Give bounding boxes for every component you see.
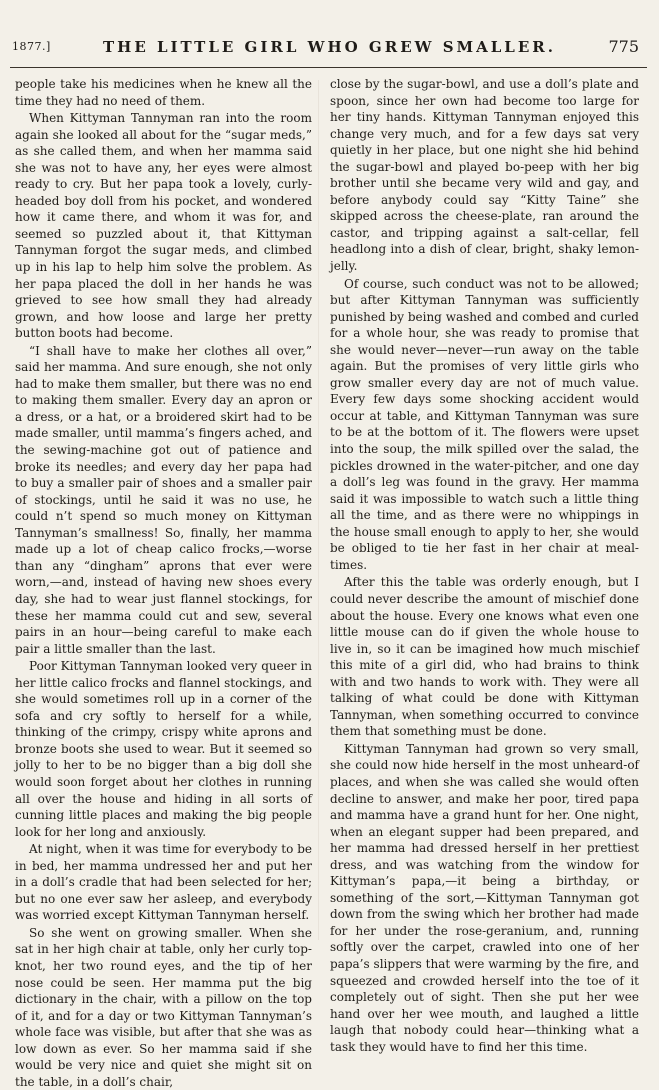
paragraph: Kittyman Tannyman had grown so very small, she could now hide herself in the most unheard-of places, and when she was called she would often decline to answer, and make her poor, tired papa and mamma have a grand hunt for her. One night, when an elegant supper had been prepared, and her mamma had dressed herself in her prettiest dress, and was watching from the window for Kittyman’s papa,—it being a birthday, or something of the sort,—Kittyman Tannyman got down from the swing which her brother had made for her under the rose-geranium, and, running softly over the carpet, crawled into one of her papa’s slippers that were warming by the fire, and squeezed and crowded herself into the toe of it completely out of sight. Then she put her wee hand over her wee mouth, and laughed a little laugh that nobody could hear—thinking what a task they would have to find her this time. <box>330 741 639 1054</box>
paragraph: close by the sugar-bowl, and use a doll’s plate and spoon, since her own had become too large for her tiny hands. Kittyman Tannyman enjoyed this change very much, and for a few days sat very quietly in her place, but one night she hid behind the sugar-bowl and played bo-peep with her big brother until she became very wild and gay, and before anybody could say “Kitty Taine” she skipped across the cheese-plate, ran around the castor, and tripping against a salt-cellar, fell headlong into a dish of clear, bright, shaky lemon-jelly. <box>330 77 639 274</box>
paragraph: After this the table was orderly enough, but I could never describe the amount of mischief done about the house. Every one knows what even one little mouse can do if given the whole house to live in, so it can be imagined how much mischief this mite of a girl did, who had brains to think with and two hands to work with. They were all talking of what could be done with Kittyman Tannyman, when something occurred to convince them that something must be done. <box>330 575 639 739</box>
paragraph: Poor Kittyman Tannyman looked very queer in her little calico frocks and flannel stockings, and she would sometimes roll up in a corner of the sofa and cry softly to herself for a while, thinking of the crimpy, crispy white aprons and bronze boots she used to wear. But it seemed so jolly to her to be no bigger than a big doll she would soon forget about her clothes in running all over the house and hiding in all sorts of cunning little places and making the big people look for her long and anxiously. <box>15 659 312 839</box>
running-title: THE LITTLE GIRL WHO GREW SMALLER. <box>103 38 556 56</box>
paragraph: “I shall have to make her clothes all over,” said her mamma. And sure enough, she not only had to make them smaller, but there was no end to making them smaller. Every day an apron or a dress, or a hat, or a broidered skirt had to be made smaller, until mamma’s fingers ached, and the sewing-machine got out of patience and broke its needles; and every day her papa had to buy a smaller pair of shoes and a smaller pair of stockings, until he said it was no use, he could n’t spend so much money on Kittyman Tannyman’s smallness! So, finally, her mamma made up a lot of cheap calico frocks,—worse than any “dingham” aprons that ever were worn,—and, instead of having new shoes every day, she had to wear just flannel stockings, for these her mamma could cut and sew, several pairs in an hour—being careful to make each pair a little smaller than the last. <box>15 343 312 656</box>
column-divider <box>318 80 319 940</box>
paragraph: So she went on growing smaller. When she sat in her high chair at table, only her curly top-knot, her two round eyes, and the tip of her nose could be seen. Her mamma put the big dictionary in the chair, with a pillow on the top of it, and for a day or two Kittyman Tannyman’s whole face was visible, but after that she was as low down as ever. So her mamma said if she would be very nice and quiet she might sit on the table, in a doll’s chair, <box>15 925 312 1089</box>
paragraph: people take his medicines when he knew all the time they had no need of them. <box>15 77 312 108</box>
page-header <box>0 37 659 64</box>
header-rule <box>10 67 647 68</box>
paragraph: Of course, such conduct was not to be allowed; but after Kittyman Tannyman was sufficiently punished by being washed and combed and curled for a whole hour, she was ready to promise that she would never—never—run away on the table again. But the promises of very little girls who grow smaller every day are not of much value. Every few days some shocking accident would occur at table, and Kittyman Tannyman was sure to be at the bottom of it. The flowers were upset into the soup, the milk spilled over the salad, the pickles drowned in the water-pitcher, and one day a doll’s leg was found in the gravy. Her mamma said it was impossible to watch such a little thing all the time, and as there were no whippings in the house small enough to apply to her, she would be obliged to tie her fast in her chair at meal-times. <box>330 276 639 572</box>
header-year: 1877.] <box>12 40 51 53</box>
page-number: 775 <box>608 37 639 56</box>
left-column <box>15 76 312 1090</box>
paragraph: At night, when it was time for everybody to be in bed, her mamma undressed her and put her in a doll’s cradle that had been selected for her; but no one ever saw her asleep, and everybody was worried except Kittyman Tannyman herself. <box>15 842 312 923</box>
paragraph: When Kittyman Tannyman ran into the room again she looked all about for the “sugar meds,” as she called them, and when her mamma said she was not to have any, her eyes were almost ready to cry. But her papa took a lovely, curly-headed boy doll from his pocket, and wondered how it came there, and whom it was for, and seemed so puzzled about it, that Kittyman Tannyman forgot the sugar meds, and climbed up in his lap to help him solve the problem. As her papa placed the doll in her hands he was grieved to see how small they had already grown, and how loose and large her pretty button boots had become. <box>15 111 312 341</box>
right-column <box>330 76 639 1055</box>
